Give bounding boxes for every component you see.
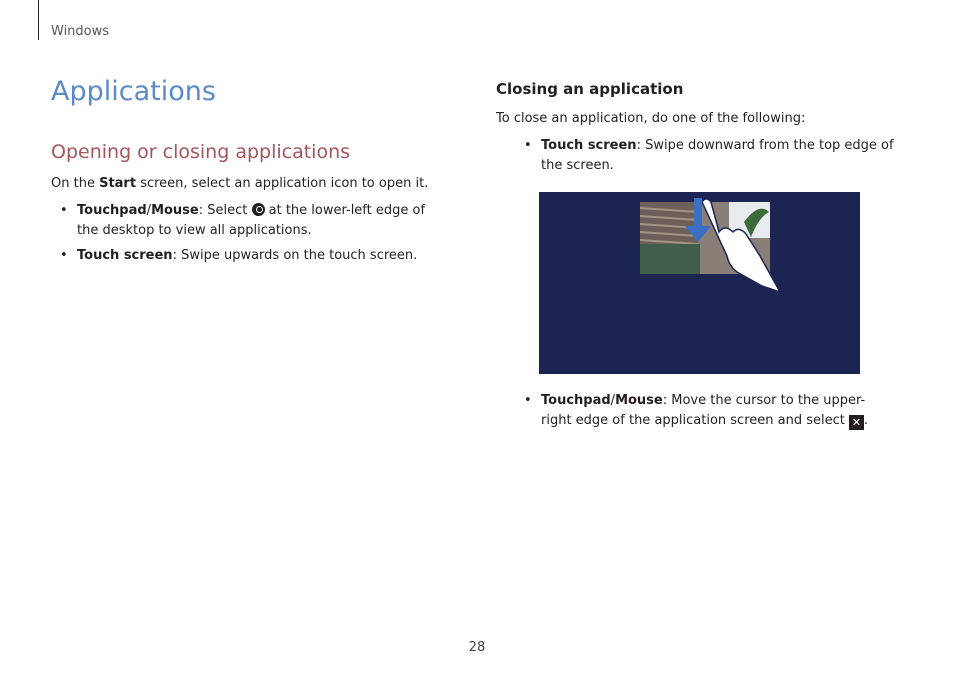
- slash: /: [146, 203, 152, 218]
- close-icon: ✕: [849, 415, 864, 430]
- mouse-label: Mouse: [615, 393, 663, 408]
- intro-prefix: On the: [51, 176, 100, 191]
- open-intro: [51, 174, 451, 194]
- swipe-illustration-svg: [539, 192, 860, 374]
- touchpad-text-before: : Select: [198, 203, 252, 218]
- mouse-label: Mouse: [151, 203, 199, 218]
- list-item-touchpad-open: [51, 201, 436, 241]
- bullet-dot: •: [60, 203, 68, 218]
- slash: /: [610, 393, 616, 408]
- bullet-dot: •: [60, 248, 68, 263]
- page-number: 28: [468, 640, 486, 655]
- close-touchpad-list: [515, 391, 895, 436]
- intro-start-bold: Start: [99, 176, 137, 191]
- closing-intro: To close an application, do one of the following:: [496, 111, 806, 126]
- touch-screen-close-text: : Swipe downward from the top edge of the screen.: [541, 138, 894, 173]
- bullet-dot: •: [524, 393, 532, 408]
- touch-screen-label: Touch screen: [77, 248, 173, 263]
- list-item-touch-open: [51, 246, 436, 266]
- closing-heading: Closing an application: [496, 80, 684, 98]
- touch-screen-text: : Swipe upwards on the touch screen.: [172, 248, 418, 263]
- touchpad-close-text-after: .: [863, 413, 869, 428]
- list-item-touch-close: [515, 136, 895, 176]
- touchpad-label: Touchpad: [77, 203, 147, 218]
- touchpad-label: Touchpad: [541, 393, 611, 408]
- subheading-opening-closing: Opening or closing applications: [51, 141, 351, 163]
- open-methods-list: [51, 201, 436, 271]
- start-icon: [252, 203, 265, 216]
- page-title: Applications: [51, 76, 216, 107]
- intro-suffix: screen, select an application icon to open it.: [136, 176, 429, 191]
- swipe-down-illustration: [539, 192, 860, 374]
- thumbnail-plant: [640, 244, 700, 274]
- close-touch-list: [515, 136, 895, 181]
- section-label: Windows: [51, 24, 110, 39]
- header-rule: [38, 0, 39, 40]
- list-item-touchpad-close: [515, 391, 895, 431]
- touchpad-close-text-before: : Move the cursor to the upper-right edge of the application screen and select: [541, 393, 866, 428]
- bullet-dot: •: [524, 138, 532, 153]
- touch-screen-label: Touch screen: [541, 138, 637, 153]
- touchpad-text-after: at the lower-left edge of the desktop to view all applications.: [77, 203, 426, 238]
- arrow-shaft: [694, 198, 702, 228]
